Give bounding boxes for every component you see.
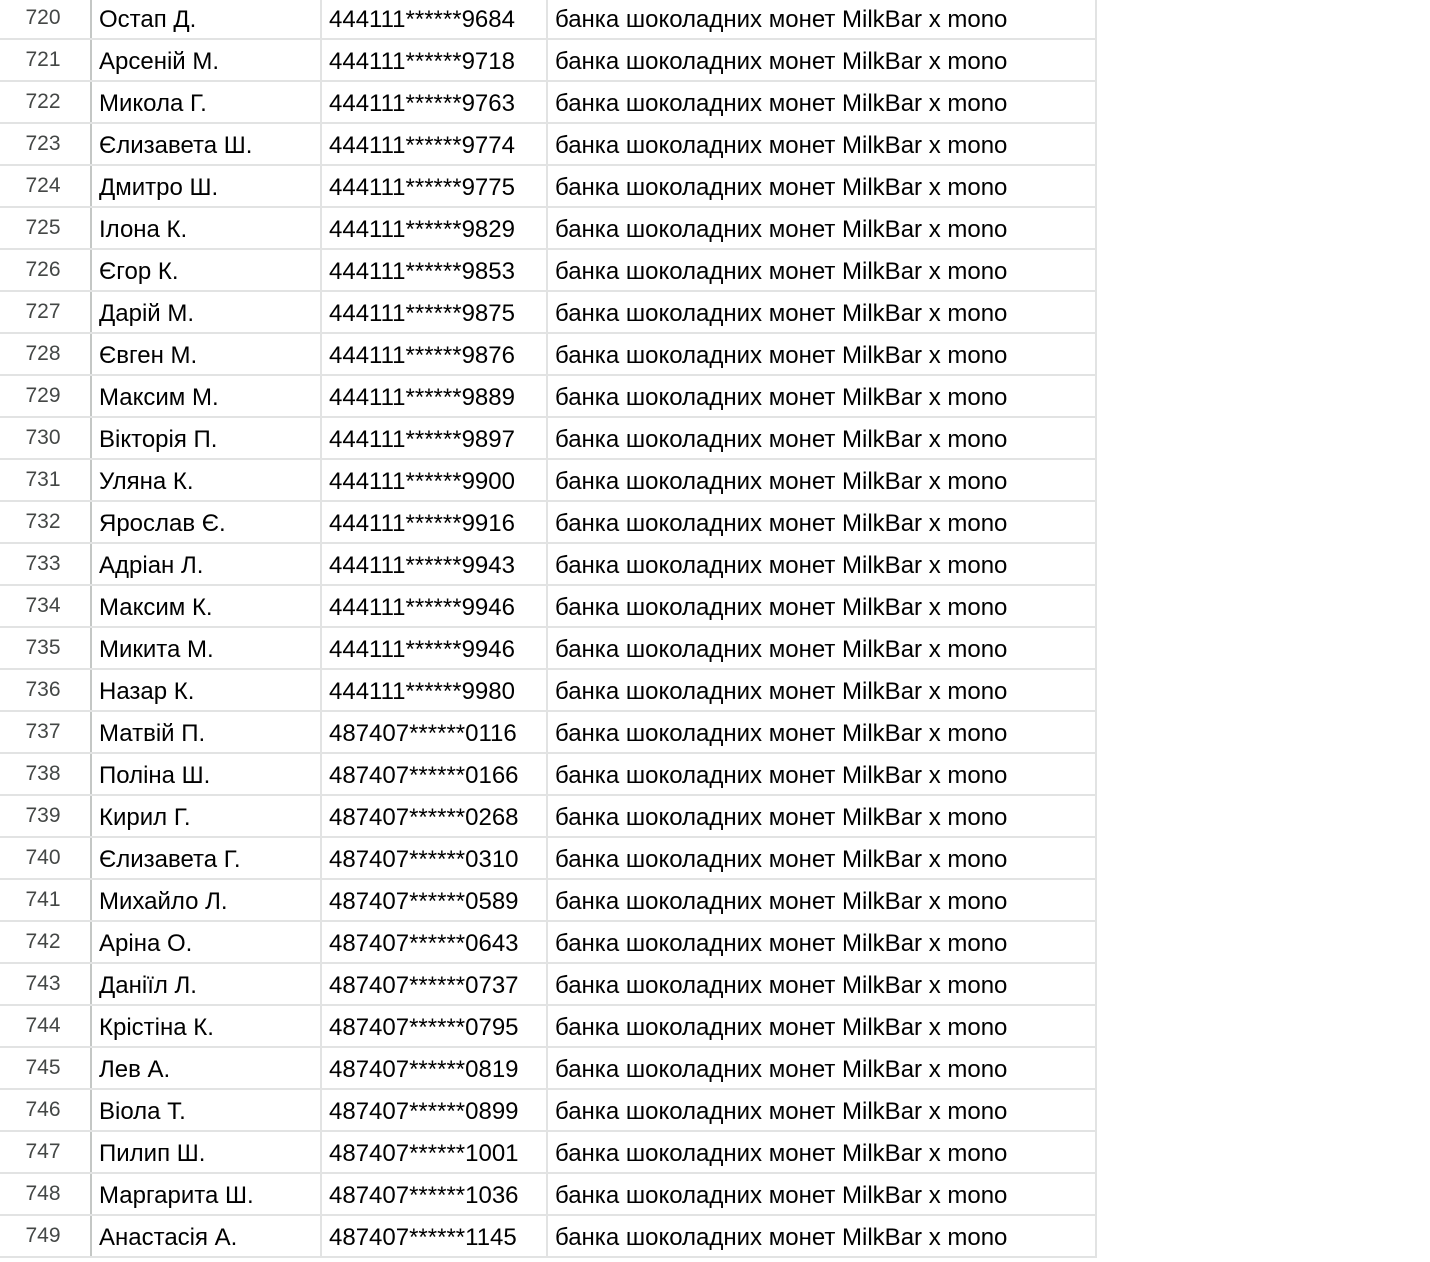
card-number-cell[interactable]: 444111******9943 <box>322 544 548 586</box>
card-number-cell[interactable]: 444111******9889 <box>322 376 548 418</box>
row-number-header[interactable]: 734 <box>0 586 92 628</box>
card-number-cell[interactable]: 487407******0310 <box>322 838 548 880</box>
name-cell[interactable]: Остап Д. <box>92 0 322 40</box>
prize-cell[interactable]: банка шоколадних монет MilkBar x mono <box>548 796 1097 838</box>
card-number-cell[interactable]: 487407******0166 <box>322 754 548 796</box>
card-number-cell[interactable]: 444111******9900 <box>322 460 548 502</box>
card-number-cell[interactable]: 444111******9775 <box>322 166 548 208</box>
row-number-header[interactable]: 745 <box>0 1048 92 1090</box>
prize-cell[interactable]: банка шоколадних монет MilkBar x mono <box>548 40 1097 82</box>
row-number-header[interactable]: 737 <box>0 712 92 754</box>
table-row <box>0 208 1097 250</box>
name-cell[interactable]: Максим М. <box>92 376 322 418</box>
row-number-header[interactable]: 746 <box>0 1090 92 1132</box>
prize-cell[interactable]: банка шоколадних монет MilkBar x mono <box>548 208 1097 250</box>
name-cell[interactable]: Ілона К. <box>92 208 322 250</box>
prize-cell[interactable]: банка шоколадних монет MilkBar x mono <box>548 124 1097 166</box>
name-cell[interactable]: Анастасія А. <box>92 1216 322 1258</box>
row-number-header[interactable]: 729 <box>0 376 92 418</box>
name-cell[interactable]: Пилип Ш. <box>92 1132 322 1174</box>
table-row <box>0 124 1097 166</box>
card-number-cell[interactable]: 444111******9684 <box>322 0 548 40</box>
table-row <box>0 1048 1097 1090</box>
row-number-header[interactable]: 742 <box>0 922 92 964</box>
row-number-header[interactable]: 722 <box>0 82 92 124</box>
name-cell[interactable]: Єлизавета Г. <box>92 838 322 880</box>
card-number-cell[interactable]: 444111******9763 <box>322 82 548 124</box>
prize-cell[interactable]: банка шоколадних монет MilkBar x mono <box>548 628 1097 670</box>
card-number-cell[interactable]: 444111******9897 <box>322 418 548 460</box>
name-cell[interactable]: Євген М. <box>92 334 322 376</box>
name-cell[interactable]: Вікторія П. <box>92 418 322 460</box>
table-row <box>0 292 1097 334</box>
name-cell[interactable]: Максим К. <box>92 586 322 628</box>
table-row <box>0 0 1097 40</box>
name-cell[interactable]: Микита М. <box>92 628 322 670</box>
table-row <box>0 1216 1097 1258</box>
name-cell[interactable]: Крістіна К. <box>92 1006 322 1048</box>
prize-cell[interactable]: банка шоколадних монет MilkBar x mono <box>548 838 1097 880</box>
table-row <box>0 880 1097 922</box>
table-row <box>0 334 1097 376</box>
table-row <box>0 754 1097 796</box>
table-row <box>0 796 1097 838</box>
prize-cell[interactable]: банка шоколадних монет MilkBar x mono <box>548 670 1097 712</box>
row-number-header[interactable]: 720 <box>0 0 92 40</box>
table-row <box>0 418 1097 460</box>
row-number-header[interactable]: 738 <box>0 754 92 796</box>
prize-cell[interactable]: банка шоколадних монет MilkBar x mono <box>548 1048 1097 1090</box>
row-number-header[interactable]: 726 <box>0 250 92 292</box>
prize-cell[interactable]: банка шоколадних монет MilkBar x mono <box>548 376 1097 418</box>
prize-cell[interactable]: банка шоколадних монет MilkBar x mono <box>548 418 1097 460</box>
name-cell[interactable]: Маргарита Ш. <box>92 1174 322 1216</box>
table-row <box>0 838 1097 880</box>
table-row <box>0 376 1097 418</box>
prize-cell[interactable]: банка шоколадних монет MilkBar x mono <box>548 880 1097 922</box>
name-cell[interactable]: Дарій М. <box>92 292 322 334</box>
name-cell[interactable]: Поліна Ш. <box>92 754 322 796</box>
table-row <box>0 250 1097 292</box>
row-number-header[interactable]: 749 <box>0 1216 92 1258</box>
card-number-cell[interactable]: 444111******9718 <box>322 40 548 82</box>
name-cell[interactable]: Даніїл Л. <box>92 964 322 1006</box>
name-cell[interactable]: Дмитро Ш. <box>92 166 322 208</box>
table-row <box>0 628 1097 670</box>
row-number-header[interactable]: 741 <box>0 880 92 922</box>
name-cell[interactable]: Матвій П. <box>92 712 322 754</box>
row-number-header[interactable]: 736 <box>0 670 92 712</box>
card-number-cell[interactable]: 487407******0737 <box>322 964 548 1006</box>
name-cell[interactable]: Лев А. <box>92 1048 322 1090</box>
row-number-header[interactable]: 735 <box>0 628 92 670</box>
table-row <box>0 670 1097 712</box>
name-cell[interactable]: Адріан Л. <box>92 544 322 586</box>
table-row <box>0 544 1097 586</box>
card-number-cell[interactable]: 487407******1001 <box>322 1132 548 1174</box>
card-number-cell[interactable]: 444111******9980 <box>322 670 548 712</box>
table-row <box>0 1132 1097 1174</box>
prize-cell[interactable]: банка шоколадних монет MilkBar x mono <box>548 250 1097 292</box>
card-number-cell[interactable]: 487407******0795 <box>322 1006 548 1048</box>
card-number-cell[interactable]: 487407******1145 <box>322 1216 548 1258</box>
table-row <box>0 712 1097 754</box>
row-number-header[interactable]: 748 <box>0 1174 92 1216</box>
prize-cell[interactable]: банка шоколадних монет MilkBar x mono <box>548 586 1097 628</box>
table-row <box>0 166 1097 208</box>
row-number-header[interactable]: 732 <box>0 502 92 544</box>
row-number-header[interactable]: 731 <box>0 460 92 502</box>
row-number-header[interactable]: 725 <box>0 208 92 250</box>
prize-cell[interactable]: банка шоколадних монет MilkBar x mono <box>548 292 1097 334</box>
prize-cell[interactable]: банка шоколадних монет MilkBar x mono <box>548 334 1097 376</box>
name-cell[interactable]: Аріна О. <box>92 922 322 964</box>
prize-cell[interactable]: банка шоколадних монет MilkBar x mono <box>548 1090 1097 1132</box>
row-number-header[interactable]: 727 <box>0 292 92 334</box>
name-cell[interactable]: Ярослав Є. <box>92 502 322 544</box>
card-number-cell[interactable]: 444111******9876 <box>322 334 548 376</box>
name-cell[interactable]: Єлизавета Ш. <box>92 124 322 166</box>
prize-cell[interactable]: банка шоколадних монет MilkBar x mono <box>548 166 1097 208</box>
table-row <box>0 922 1097 964</box>
row-number-header[interactable]: 724 <box>0 166 92 208</box>
card-number-cell[interactable]: 444111******9946 <box>322 586 548 628</box>
prize-cell[interactable]: банка шоколадних монет MilkBar x mono <box>548 502 1097 544</box>
row-number-header[interactable]: 744 <box>0 1006 92 1048</box>
name-cell[interactable]: Арсеній М. <box>92 40 322 82</box>
card-number-cell[interactable]: 487407******0116 <box>322 712 548 754</box>
prize-cell[interactable]: банка шоколадних монет MilkBar x mono <box>548 1174 1097 1216</box>
card-number-cell[interactable]: 444111******9829 <box>322 208 548 250</box>
prize-cell[interactable]: банка шоколадних монет MilkBar x mono <box>548 1006 1097 1048</box>
row-number-header[interactable]: 739 <box>0 796 92 838</box>
card-number-cell[interactable]: 487407******0268 <box>322 796 548 838</box>
table-row <box>0 1174 1097 1216</box>
table-row <box>0 502 1097 544</box>
table-row <box>0 1006 1097 1048</box>
prize-cell[interactable]: банка шоколадних монет MilkBar x mono <box>548 754 1097 796</box>
table-row <box>0 1090 1097 1132</box>
prize-cell[interactable]: банка шоколадних монет MilkBar x mono <box>548 82 1097 124</box>
name-cell[interactable]: Віола Т. <box>92 1090 322 1132</box>
table-row <box>0 964 1097 1006</box>
prize-cell[interactable]: банка шоколадних монет MilkBar x mono <box>548 1216 1097 1258</box>
table-row <box>0 586 1097 628</box>
table-row <box>0 40 1097 82</box>
prize-cell[interactable]: банка шоколадних монет MilkBar x mono <box>548 0 1097 40</box>
name-cell[interactable]: Микола Г. <box>92 82 322 124</box>
name-cell[interactable]: Єгор К. <box>92 250 322 292</box>
card-number-cell[interactable]: 487407******1036 <box>322 1174 548 1216</box>
card-number-cell[interactable]: 487407******0589 <box>322 880 548 922</box>
row-number-header[interactable]: 730 <box>0 418 92 460</box>
name-cell[interactable]: Уляна К. <box>92 460 322 502</box>
card-number-cell[interactable]: 444111******9875 <box>322 292 548 334</box>
row-number-header[interactable]: 733 <box>0 544 92 586</box>
prize-cell[interactable]: банка шоколадних монет MilkBar x mono <box>548 922 1097 964</box>
row-number-header[interactable]: 743 <box>0 964 92 1006</box>
card-number-cell[interactable]: 444111******9946 <box>322 628 548 670</box>
prize-cell[interactable]: банка шоколадних монет MilkBar x mono <box>548 460 1097 502</box>
card-number-cell[interactable]: 487407******0819 <box>322 1048 548 1090</box>
card-number-cell[interactable]: 444111******9774 <box>322 124 548 166</box>
card-number-cell[interactable]: 444111******9853 <box>322 250 548 292</box>
table-row <box>0 82 1097 124</box>
row-number-header[interactable]: 740 <box>0 838 92 880</box>
prize-cell[interactable]: банка шоколадних монет MilkBar x mono <box>548 712 1097 754</box>
row-number-header[interactable]: 728 <box>0 334 92 376</box>
row-number-header[interactable]: 721 <box>0 40 92 82</box>
card-number-cell[interactable]: 487407******0899 <box>322 1090 548 1132</box>
name-cell[interactable]: Кирил Г. <box>92 796 322 838</box>
prize-cell[interactable]: банка шоколадних монет MilkBar x mono <box>548 544 1097 586</box>
name-cell[interactable]: Михайло Л. <box>92 880 322 922</box>
row-number-header[interactable]: 747 <box>0 1132 92 1174</box>
table-row <box>0 460 1097 502</box>
card-number-cell[interactable]: 487407******0643 <box>322 922 548 964</box>
card-number-cell[interactable]: 444111******9916 <box>322 502 548 544</box>
prize-cell[interactable]: банка шоколадних монет MilkBar x mono <box>548 964 1097 1006</box>
row-number-header[interactable]: 723 <box>0 124 92 166</box>
prize-cell[interactable]: банка шоколадних монет MilkBar x mono <box>548 1132 1097 1174</box>
name-cell[interactable]: Назар К. <box>92 670 322 712</box>
